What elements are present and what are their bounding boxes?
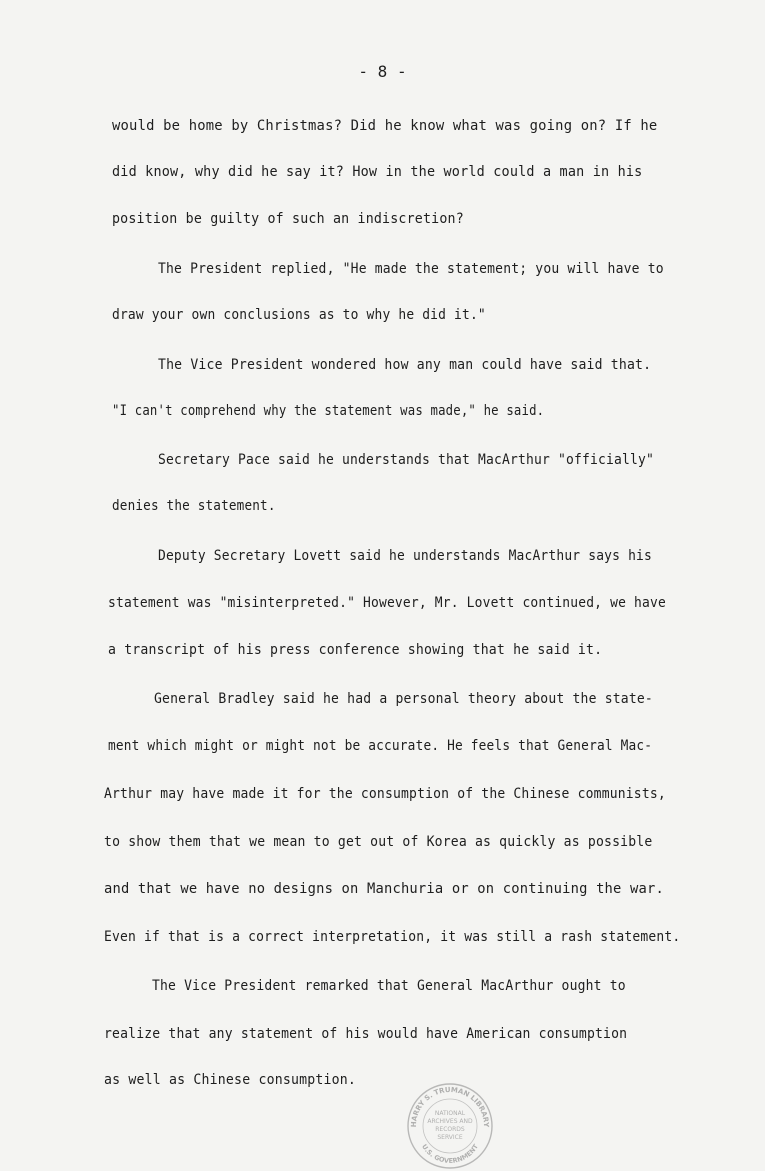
text-line: as well as Chinese consumption. <box>104 1072 356 1088</box>
text-line: General Bradley said he had a personal theory about the state- <box>154 691 653 707</box>
text-line: The Vice President remarked that General MacArthur ought to <box>152 978 626 994</box>
text-line: draw your own conclusions as to why he did it." <box>112 307 486 323</box>
text-line: ment which might or might not be accurate. He feels that General Mac- <box>108 738 653 754</box>
archive-stamp <box>404 1078 496 1170</box>
text-line: did know, why did he say it? How in the world could a man in his <box>112 164 643 180</box>
text-line: denies the statement. <box>112 498 276 514</box>
text-line: and that we have no designs on Manchuria or on continuing the war. <box>104 881 664 897</box>
text-line: Even if that is a correct interpretation, it was still a rash statement. <box>104 929 681 945</box>
page-number: - 8 - <box>358 62 407 81</box>
text-line: Deputy Secretary Lovett said he understands MacArthur says his <box>158 548 652 564</box>
text-line: to show them that we mean to get out of Korea as quickly as possible <box>104 834 653 850</box>
stamp-arc-text: HARRY S. TRUMAN LIBRARY <box>409 1085 491 1128</box>
stamp-line: NATIONAL <box>434 1110 466 1117</box>
stamp-line: ARCHIVES AND <box>427 1118 473 1125</box>
text-line: The President replied, "He made the statement; you will have to <box>158 261 664 277</box>
text-line: position be guilty of such an indiscretion? <box>112 211 464 227</box>
stamp-line: RECORDS <box>435 1126 465 1133</box>
stamp-bottom-text: U.S. GOVERNMENT <box>420 1142 480 1165</box>
text-line: The Vice President wondered how any man could have said that. <box>158 357 652 373</box>
text-line: would be home by Christmas? Did he know what was going on? If he <box>112 118 658 134</box>
text-line: "I can't comprehend why the statement was made," he said. <box>112 403 545 419</box>
text-line: statement was "misinterpreted." However, Mr. Lovett continued, we have <box>108 595 666 611</box>
text-line: Arthur may have made it for the consumption of the Chinese communists, <box>104 786 666 802</box>
text-line: a transcript of his press conference showing that he said it. <box>108 642 603 658</box>
text-line: realize that any statement of his would have American consumption <box>104 1026 628 1042</box>
stamp-line: SERVICE <box>437 1134 463 1141</box>
text-line: Secretary Pace said he understands that MacArthur "officially" <box>158 452 654 468</box>
